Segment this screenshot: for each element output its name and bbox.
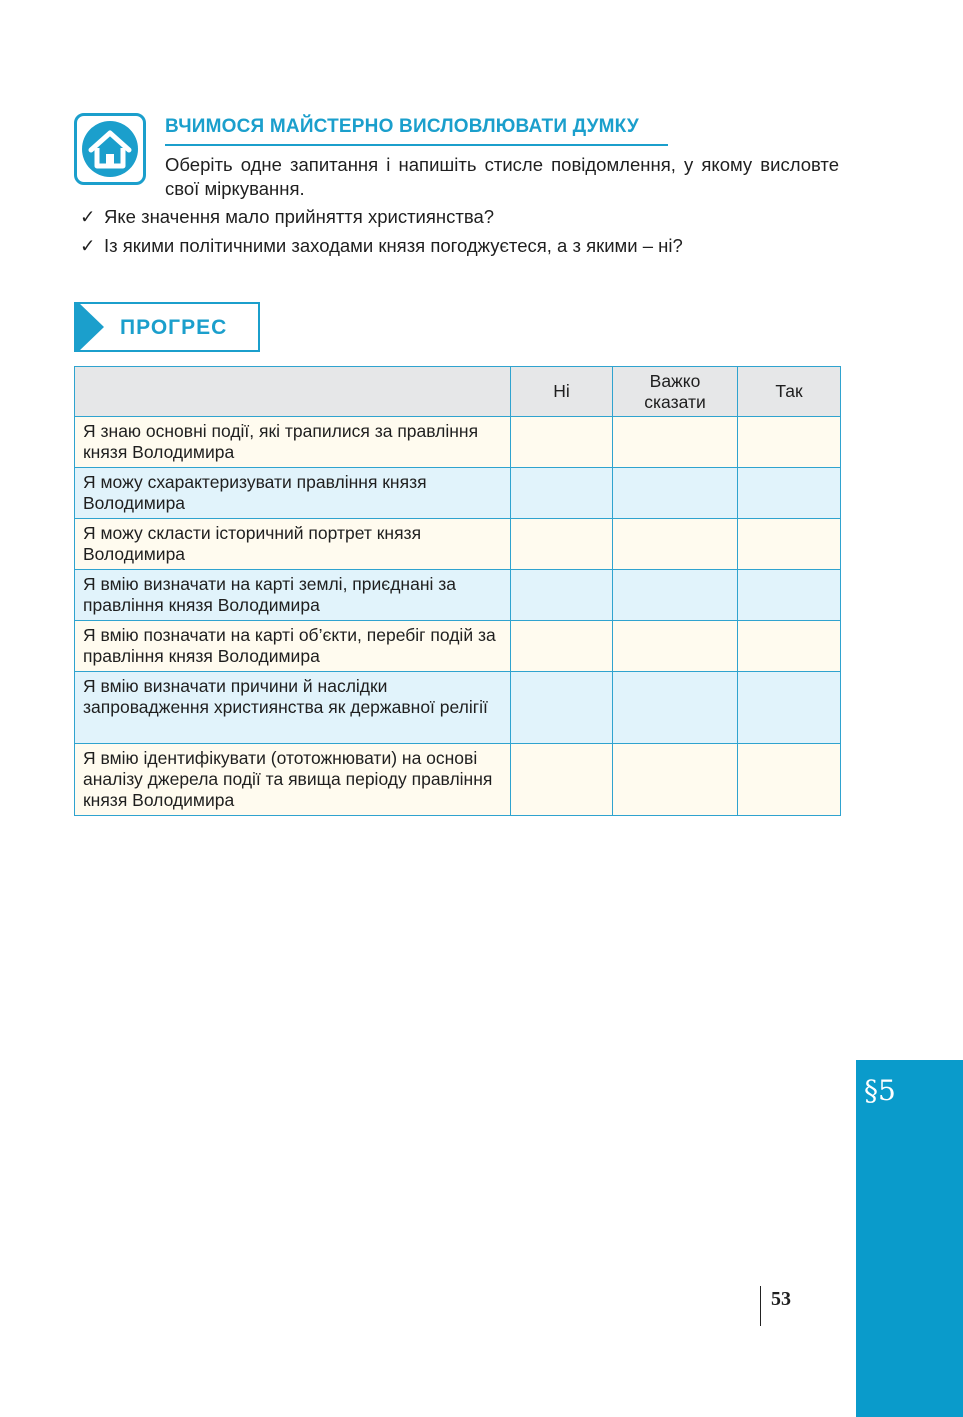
row-label: Я вмію визначати причини й наслідки запровадження християнства як державної релігії bbox=[75, 672, 511, 744]
question-text: Із якими політичними заходами князя погоджуєтеся, а з якими – ні? bbox=[104, 235, 683, 256]
table-row bbox=[75, 744, 841, 816]
header-cell: Так bbox=[738, 367, 841, 417]
header-cell bbox=[75, 367, 511, 417]
section-title: ВЧИМОСЯ МАЙСТЕРНО ВИСЛОВЛЮВАТИ ДУМКУ bbox=[165, 116, 668, 146]
check-icon: ✓ bbox=[80, 235, 96, 256]
question-text: Яке значення мало прийняття християнства? bbox=[104, 206, 495, 227]
home-icon bbox=[74, 113, 146, 185]
header-cell: Важко сказати bbox=[613, 367, 738, 417]
answer-cell-no[interactable] bbox=[511, 570, 613, 621]
page-number-divider bbox=[760, 1286, 761, 1326]
answer-cell-unsure[interactable] bbox=[613, 468, 738, 519]
table-header-row bbox=[75, 367, 841, 417]
answer-cell-yes[interactable] bbox=[738, 468, 841, 519]
row-label: Я можу скласти історичний портрет князя Володимира bbox=[75, 519, 511, 570]
table-row bbox=[75, 570, 841, 621]
table-row bbox=[75, 621, 841, 672]
answer-cell-unsure[interactable] bbox=[613, 621, 738, 672]
table-row bbox=[75, 519, 841, 570]
row-label: Я вмію визначати на карті землі, приєднані за правління князя Володимира bbox=[75, 570, 511, 621]
answer-cell-no[interactable] bbox=[511, 744, 613, 816]
page-number: 53 bbox=[771, 1288, 791, 1310]
answer-cell-yes[interactable] bbox=[738, 744, 841, 816]
answer-cell-no[interactable] bbox=[511, 672, 613, 744]
task-text: Оберіть одне запитання і напишіть стисле повідомлення, у якому висловте свої міркування. bbox=[165, 154, 839, 199]
answer-cell-unsure[interactable] bbox=[613, 519, 738, 570]
question-item bbox=[80, 205, 494, 229]
chapter-tab-label: §5 bbox=[864, 1074, 896, 1107]
answer-cell-yes[interactable] bbox=[738, 672, 841, 744]
row-label: Я вмію позначати на карті об’єкти, перебіг подій за правління князя Володимира bbox=[75, 621, 511, 672]
answer-cell-unsure[interactable] bbox=[613, 672, 738, 744]
progress-title: ПРОГРЕС bbox=[120, 316, 228, 339]
answer-cell-no[interactable] bbox=[511, 621, 613, 672]
answer-cell-unsure[interactable] bbox=[613, 744, 738, 816]
progress-heading bbox=[74, 302, 260, 352]
chapter-tab bbox=[856, 1060, 963, 1417]
answer-cell-yes[interactable] bbox=[738, 621, 841, 672]
answer-cell-unsure[interactable] bbox=[613, 417, 738, 468]
row-label: Я можу схарактеризувати правління князя Володимира bbox=[75, 468, 511, 519]
answer-cell-unsure[interactable] bbox=[613, 570, 738, 621]
row-label: Я вмію ідентифікувати (ототожнювати) на основі аналізу джерела події та явища періоду правління князя Володимира bbox=[75, 744, 511, 816]
arrow-right-icon bbox=[74, 302, 106, 352]
answer-cell-no[interactable] bbox=[511, 468, 613, 519]
row-label: Я знаю основні події, які трапилися за правління князя Володимира bbox=[75, 417, 511, 468]
question-item bbox=[80, 234, 683, 258]
header-cell: Ні bbox=[511, 367, 613, 417]
progress-table bbox=[74, 366, 841, 816]
table-row bbox=[75, 468, 841, 519]
table-row bbox=[75, 672, 841, 744]
answer-cell-no[interactable] bbox=[511, 519, 613, 570]
answer-cell-yes[interactable] bbox=[738, 417, 841, 468]
check-icon: ✓ bbox=[80, 206, 96, 227]
table-row bbox=[75, 417, 841, 468]
answer-cell-yes[interactable] bbox=[738, 570, 841, 621]
answer-cell-yes[interactable] bbox=[738, 519, 841, 570]
answer-cell-no[interactable] bbox=[511, 417, 613, 468]
